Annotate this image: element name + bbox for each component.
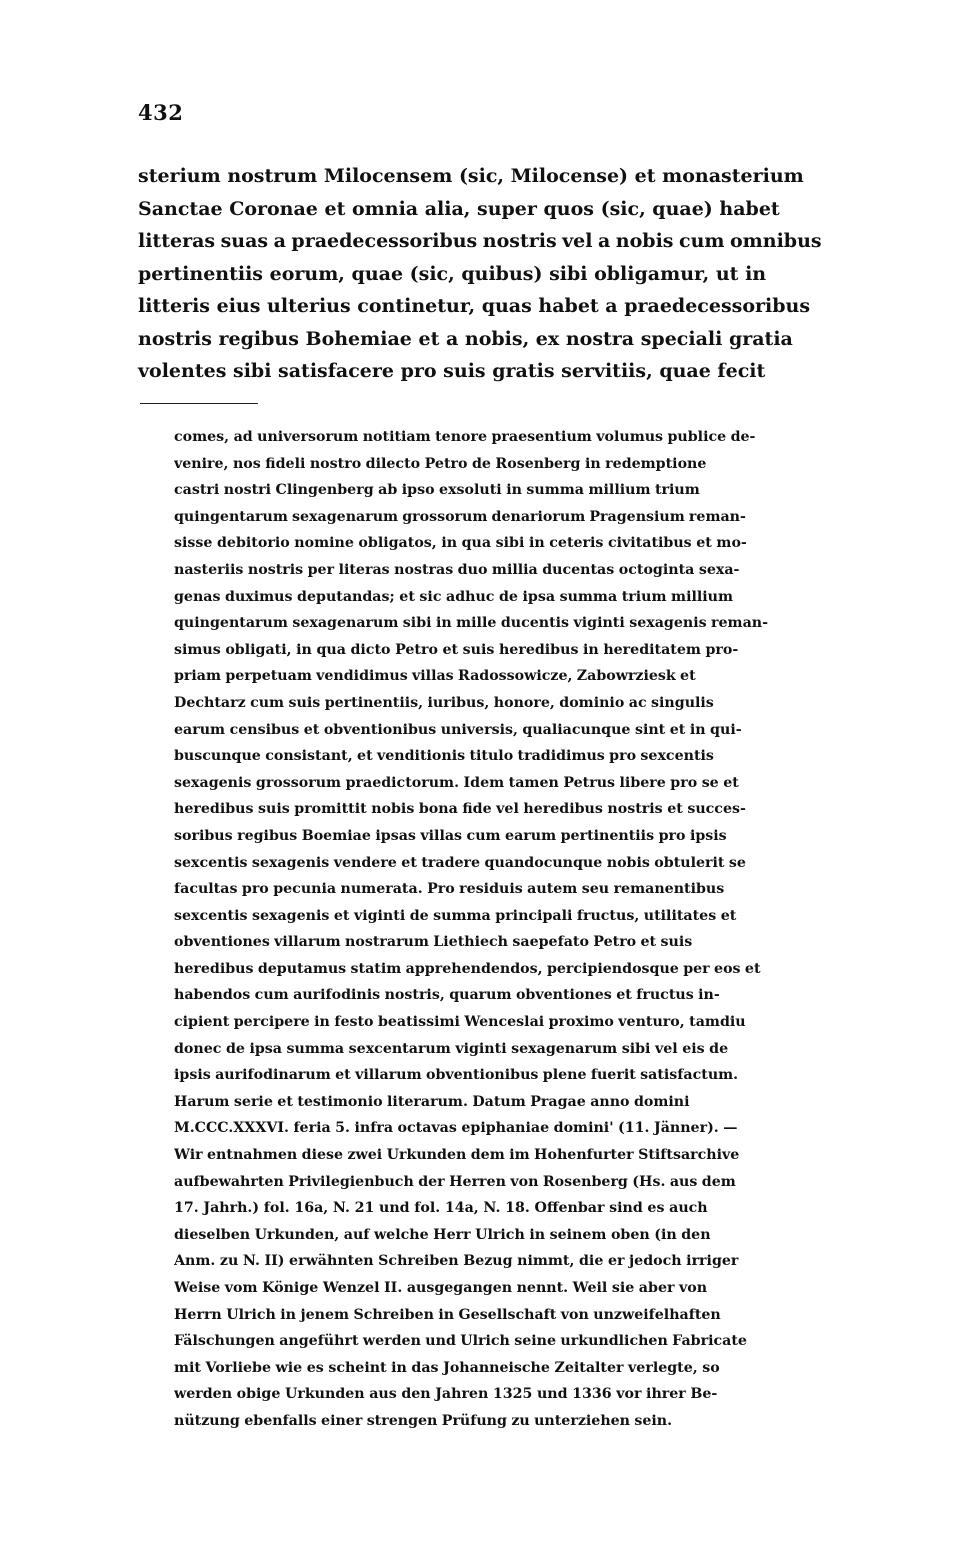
- footnote-line: M.CCC.XXXVI. feria 5. infra octavas epiphaniae domini' (11. Jänner). —: [174, 1120, 738, 1137]
- text-line: litteras suas a praedecessoribus nostris vel a nobis cum omnibus: [138, 230, 822, 252]
- footnote-line: simus obligati, in qua dicto Petro et suis heredibus in hereditatem pro-: [174, 641, 739, 658]
- footnote-line: buscunque consistant, et venditionis titulo tradidimus pro sexcentis: [174, 748, 714, 765]
- text-line: litteris eius ulterius continetur, quas habet a praedecessoribus: [138, 295, 811, 317]
- footnote-line: donec de ipsa summa sexcentarum viginti sexagenarum sibi vel eis de: [174, 1040, 729, 1057]
- footnote-line: sexcentis sexagenis vendere et tradere quandocunque nobis obtulerit se: [174, 854, 746, 871]
- footnote-line: sexcentis sexagenis et viginti de summa principali fructus, utilitates et: [174, 907, 737, 924]
- footnote-line: facultas pro pecunia numerata. Pro residuis autem seu remanentibus: [174, 881, 725, 898]
- footnote-line: Anm. zu N. II) erwähnten Schreiben Bezug nimmt, die er jedoch irriger: [174, 1253, 739, 1270]
- footnote-line: Fälschungen angeführt werden und Ulrich seine urkundlichen Fabricate: [174, 1333, 747, 1350]
- text-line: sterium nostrum Milocensem (sic, Milocense) et monasterium: [138, 165, 804, 187]
- footnote-line: mit Vorliebe wie es scheint in das Johanneische Zeitalter verlegte, so: [174, 1359, 720, 1376]
- footnote-line: sisse debitorio nomine obligatos, in qua sibi in ceteris civitatibus et mo-: [174, 535, 747, 552]
- text-line: volentes sibi satisfacere pro suis gratis servitiis, quae fecit: [138, 360, 766, 382]
- footnote-line: earum censibus et obventionibus universis, qualiacunque sint et in qui-: [174, 721, 742, 738]
- page-number: 432: [138, 100, 184, 125]
- footnote-line: dieselben Urkunden, auf welche Herr Ulrich in seinem oben (in den: [174, 1226, 711, 1243]
- footnote-line: castri nostri Clingenberg ab ipso exsoluti in summa millium trium: [174, 482, 700, 499]
- footnote-line: Weise vom Könige Wenzel II. ausgegangen nennt. Weil sie aber von: [174, 1280, 708, 1296]
- text-line: pertinentiis eorum, quae (sic, quibus) sibi obligamur, ut in: [138, 262, 767, 285]
- footnote-line: aufbewahrten Privilegienbuch der Herren von Rosenberg (Hs. aus dem: [174, 1173, 736, 1190]
- footnote-line: quingentarum sexagenarum sibi in mille ducentis viginti sexagenis reman-: [174, 615, 769, 632]
- footnote-line: nasteriis nostris per literas nostras duo millia ducentas octoginta sexa-: [174, 561, 740, 578]
- footnote-line: nützung ebenfalls einer strengen Prüfung zu unterziehen sein.: [174, 1412, 673, 1429]
- footnote-line: venire, nos fideli nostro dilecto Petro de Rosenberg in redemptione: [174, 455, 707, 472]
- footnote-line: obventiones villarum nostrarum Liethiech saepefato Petro et suis: [174, 934, 693, 951]
- footnote-line: ipsis aurifodinarum et villarum obventionibus plene fuerit satisfactum.: [174, 1067, 739, 1084]
- footnote-line: Herrn Ulrich in jenem Schreiben in Gesellschaft von unzweifelhaften: [174, 1306, 721, 1323]
- footnote-line: quingentarum sexagenarum grossorum denariorum Pragensium reman-: [174, 508, 746, 525]
- footnote-block: [174, 424, 854, 1435]
- footnote-line: heredibus deputamus statim apprehendendos, percipiendosque per eos et: [174, 960, 761, 977]
- footnote-line: genas duximus deputandas; et sic adhuc de ipsa summa trium millium: [174, 588, 734, 605]
- footnote-line: cipient percipere in festo beatissimi Wenceslai proximo venturo, tamdiu: [174, 1014, 746, 1031]
- footnote-line: 17. Jahrh.) fol. 16a, N. 21 und fol. 14a, N. 18. Offenbar sind es auch: [174, 1200, 708, 1217]
- footnote-line: Harum serie et testimonio literarum. Datum Pragae anno domini: [174, 1093, 690, 1110]
- footnote-line: Dechtarz cum suis pertinentiis, iuribus, honore, dominio ac singulis: [174, 694, 714, 711]
- footnote-divider: [140, 403, 258, 404]
- main-text-block: [138, 160, 822, 388]
- footnote-line: sexagenis grossorum praedictorum. Idem tamen Petrus libere pro se et: [174, 774, 739, 791]
- footnote-line: Wir entnahmen diese zwei Urkunden dem im Hohenfurter Stiftsarchive: [174, 1147, 740, 1164]
- text-line: Sanctae Coronae et omnia alia, super quos (sic, quae) habet: [138, 197, 780, 220]
- footnote-line: werden obige Urkunden aus den Jahren 1325 und 1336 vor ihrer Be-: [174, 1386, 718, 1403]
- footnote-line: priam perpetuam vendidimus villas Radossowicze, Zabowrziesk et: [174, 668, 696, 685]
- footnote-line: heredibus suis promittit nobis bona fide vel heredibus nostris et succes-: [174, 801, 746, 818]
- text-line: nostris regibus Bohemiae et a nobis, ex nostra speciali gratia: [138, 327, 793, 350]
- footnote-line: habendos cum aurifodinis nostris, quarum obventiones et fructus in-: [174, 987, 720, 1004]
- footnote-line: soribus regibus Boemiae ipsas villas cum earum pertinentiis pro ipsis: [174, 827, 727, 844]
- footnote-line: comes, ad universorum notitiam tenore praesentium volumus publice de-: [174, 429, 756, 445]
